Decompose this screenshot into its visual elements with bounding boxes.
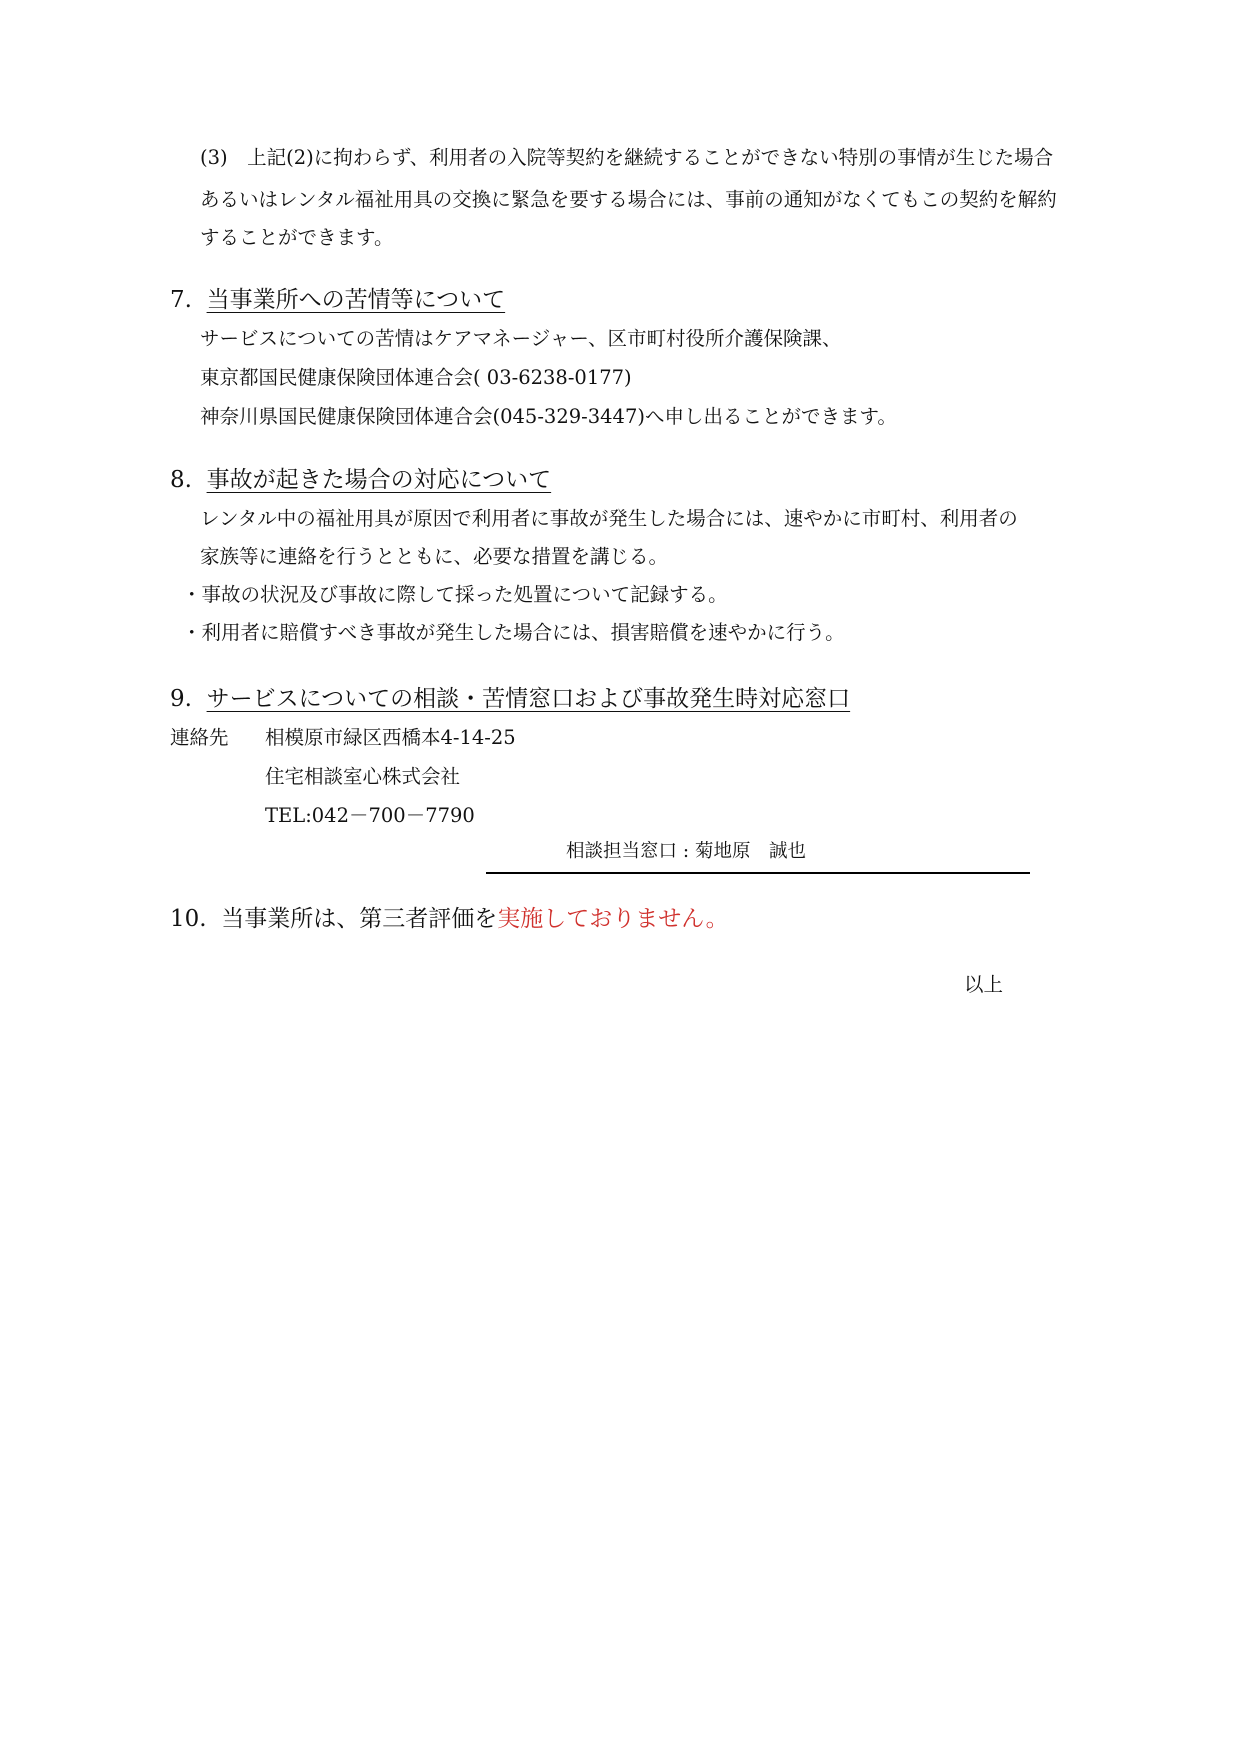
clause3-line3: することができます。 [200, 226, 394, 249]
section8-heading [170, 469, 551, 492]
section7-line3: 神奈川県国民健康保険団体連合会(045-329-3447)へ申し出ることができます。 [200, 405, 897, 428]
section10-highlight: 実施しておりません。 [497, 906, 729, 932]
section9-number: 9. [170, 686, 192, 712]
contact-staff: 相談担当窓口 : 菊地原 誠也 [566, 841, 806, 862]
section7-line1: サービスについての苦情はケアマネージャー、区市町村役所介護保険課、 [200, 327, 842, 350]
contact-company: 住宅相談室心株式会社 [265, 765, 461, 788]
section8-bullet1: ・事故の状況及び事故に際して採った処置について記録する。 [182, 583, 728, 606]
section7-line2: 東京都国民健康保険団体連合会( 03-6238-0177) [200, 366, 632, 389]
section9-title: サービスについての相談・苦情窓口および事故発生時対応窓口 [206, 686, 851, 712]
contact-tel: TEL:042－700－7790 [265, 804, 475, 827]
section8-line1: レンタル中の福祉用具が原因で利用者に事故が発生した場合には、速やかに市町村、利用者の [200, 507, 1018, 530]
section10-statement [170, 908, 729, 931]
section7-heading [170, 289, 505, 312]
section7-number: 7. [170, 287, 192, 313]
section10-number: 10. [170, 906, 207, 932]
section10-text: 当事業所は、第三者評価を [221, 906, 498, 932]
section8-number: 8. [170, 467, 192, 493]
section8-title: 事故が起きた場合の対応について [206, 467, 552, 493]
contact-address: 相模原市緑区西橋本4-14-25 [265, 726, 516, 749]
section8-line2: 家族等に連絡を行うとともに、必要な措置を講じる。 [200, 545, 669, 568]
section8-bullet2: ・利用者に賠償すべき事故が発生した場合には、損害賠償を速やかに行う。 [182, 621, 845, 644]
closing-text: 以上 [964, 973, 1004, 996]
section9-heading [170, 688, 850, 711]
signature-rule [486, 872, 1030, 874]
contact-label: 連絡先 [170, 726, 229, 749]
clause3-line2: あるいはレンタル福祉用具の交換に緊急を要する場合には、事前の通知がなくてもこの契約を解約 [200, 188, 1057, 211]
section7-title: 当事業所への苦情等について [206, 287, 506, 313]
clause3-line1: (3) 上記(2)に拘わらず、利用者の入院等契約を継続することができない特別の事情が生じた場合 [200, 146, 1054, 169]
